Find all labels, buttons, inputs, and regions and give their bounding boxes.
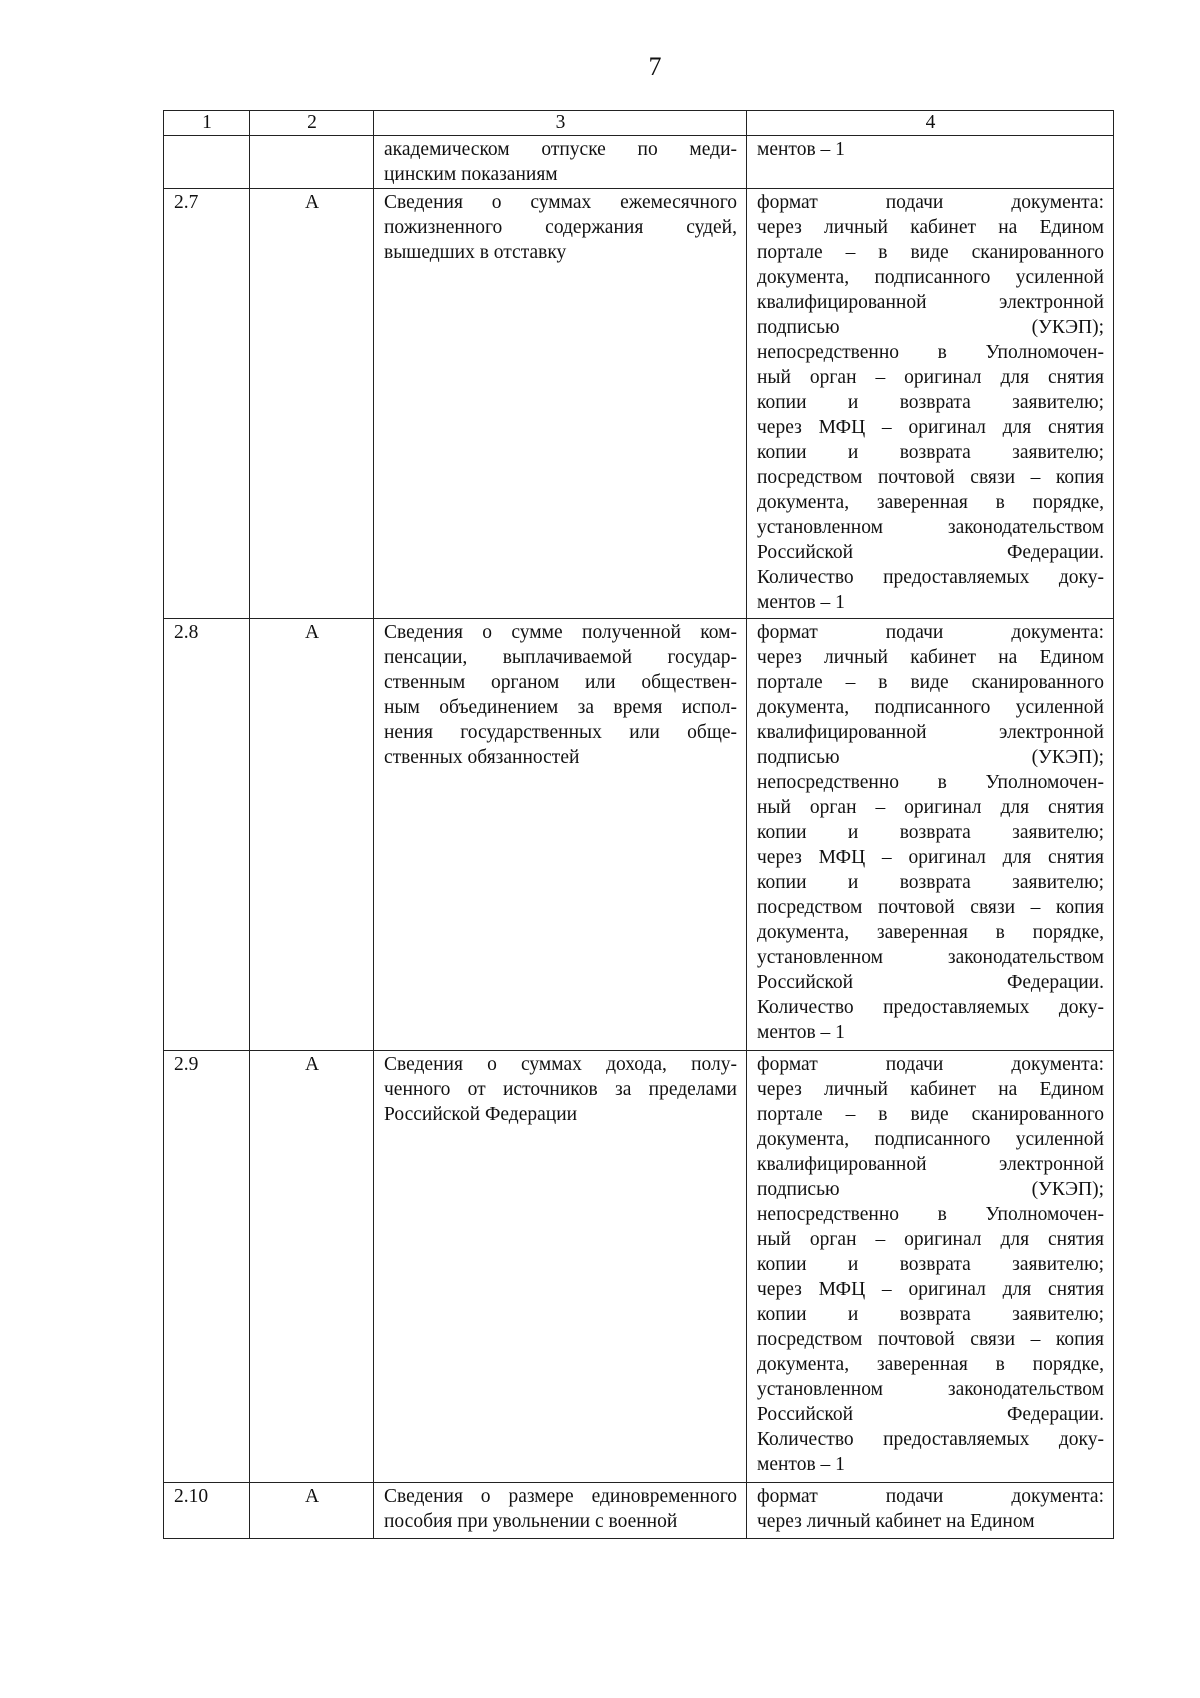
text-line: Количество предоставляемых доку- (757, 567, 1104, 588)
text-line: установленном законодательством (757, 1379, 1104, 1400)
text-line: через МФЦ – оригинал для снятия (757, 1279, 1104, 1300)
header-cell-2: 2 (250, 111, 374, 136)
text-line: копии и возврата заявителю; (757, 872, 1104, 893)
text-line: через личный кабинет на Едином (757, 217, 1104, 238)
text-line: посредством почтовой связи – копия (757, 467, 1104, 488)
table-row (164, 189, 1114, 619)
row-number-cell: 2.7 (164, 189, 250, 619)
text-line: копии и возврата заявителю; (757, 822, 1104, 843)
text-line: нения государственных или обще- (384, 722, 737, 743)
row-category-cell: А (250, 189, 374, 619)
continuation-cat-cell (250, 136, 374, 189)
row-description-cell (374, 1051, 747, 1483)
text-line: непосредственно в Уполномочен- (757, 342, 1104, 363)
header-cell-4: 4 (747, 111, 1114, 136)
text-line: документа, подписанного усиленной (757, 267, 1104, 288)
text-line: через личный кабинет на Едином (757, 1079, 1104, 1100)
text-line: формат подачи документа: (757, 622, 1104, 643)
text-line: ственных обязанностей (384, 747, 580, 768)
text-line: посредством почтовой связи – копия (757, 1329, 1104, 1350)
row-category-cell: А (250, 619, 374, 1051)
continuation-num-cell (164, 136, 250, 189)
text-line: квалифицированной электронной (757, 1154, 1104, 1175)
text-line: ментов – 1 (757, 1454, 845, 1475)
continuation-desc-cell (374, 136, 747, 189)
text-line: ментов – 1 (757, 139, 845, 160)
text-line: копии и возврата заявителю; (757, 1254, 1104, 1275)
text-line: формат подачи документа: (757, 1054, 1104, 1075)
table-header-row (164, 111, 1114, 136)
text-line: квалифицированной электронной (757, 292, 1104, 313)
text-line: документа, заверенная в порядке, (757, 492, 1104, 513)
text-line: Количество предоставляемых доку- (757, 1429, 1104, 1450)
documents-table (163, 110, 1114, 1539)
text-line: копии и возврата заявителю; (757, 442, 1104, 463)
table-row (164, 1483, 1114, 1539)
text-line: Российской Федерации. (757, 1404, 1104, 1425)
text-line: академическом отпуске по меди- (384, 139, 737, 160)
continuation-row (164, 136, 1114, 189)
text-line: установленном законодательством (757, 517, 1104, 538)
row-number-cell: 2.8 (164, 619, 250, 1051)
text-line: ным объединением за время испол- (384, 697, 737, 718)
text-line: непосредственно в Уполномочен- (757, 772, 1104, 793)
text-line: пожизненного содержания судей, (384, 217, 737, 238)
row-description-cell (374, 189, 747, 619)
text-line: через личный кабинет на Едином (757, 1511, 1035, 1532)
row-description-cell (374, 619, 747, 1051)
text-line: посредством почтовой связи – копия (757, 897, 1104, 918)
text-line: вышедших в отставку (384, 242, 567, 263)
text-line: цинским показаниям (384, 164, 558, 185)
row-number-cell: 2.9 (164, 1051, 250, 1483)
continuation-req-cell (747, 136, 1114, 189)
page-number: 7 (648, 52, 662, 81)
row-requirements-cell (747, 1051, 1114, 1483)
row-requirements-cell (747, 189, 1114, 619)
header-cell-3: 3 (374, 111, 747, 136)
text-line: формат подачи документа: (757, 1486, 1104, 1507)
text-line: Российской Федерации. (757, 542, 1104, 563)
text-line: документа, заверенная в порядке, (757, 1354, 1104, 1375)
text-line: установленном законодательством (757, 947, 1104, 968)
text-line: копии и возврата заявителю; (757, 1304, 1104, 1325)
row-description-cell (374, 1483, 747, 1539)
text-line: портале – в виде сканированного (757, 242, 1104, 263)
text-line: Сведения о суммах ежемесячного (384, 192, 737, 213)
text-line: квалифицированной электронной (757, 722, 1104, 743)
text-line: Сведения о сумме полученной ком- (384, 622, 737, 643)
header-cell-1: 1 (164, 111, 250, 136)
text-line: Количество предоставляемых доку- (757, 997, 1104, 1018)
text-line: ный орган – оригинал для снятия (757, 797, 1104, 818)
text-line: Российской Федерации. (757, 972, 1104, 993)
text-line: ный орган – оригинал для снятия (757, 367, 1104, 388)
text-line: пенсации, выплачиваемой государ- (384, 647, 737, 668)
text-line: формат подачи документа: (757, 192, 1104, 213)
text-line: ментов – 1 (757, 1022, 845, 1043)
text-line: подписью (УКЭП); (757, 317, 1104, 338)
text-line: портале – в виде сканированного (757, 1104, 1104, 1125)
text-line: Российской Федерации (384, 1104, 578, 1125)
text-line: документа, заверенная в порядке, (757, 922, 1104, 943)
text-line: портале – в виде сканированного (757, 672, 1104, 693)
text-line: документа, подписанного усиленной (757, 1129, 1104, 1150)
row-number-cell: 2.10 (164, 1483, 250, 1539)
row-category-cell: А (250, 1483, 374, 1539)
text-line: ментов – 1 (757, 592, 845, 613)
table-row (164, 1051, 1114, 1483)
text-line: ный орган – оригинал для снятия (757, 1229, 1104, 1250)
text-line: ственным органом или обществен- (384, 672, 737, 693)
text-line: пособия при увольнении с военной (384, 1511, 678, 1532)
row-category-cell: А (250, 1051, 374, 1483)
table-row (164, 619, 1114, 1051)
row-requirements-cell (747, 1483, 1114, 1539)
text-line: подписью (УКЭП); (757, 747, 1104, 768)
row-requirements-cell (747, 619, 1114, 1051)
text-line: Сведения о суммах дохода, полу- (384, 1054, 737, 1075)
text-line: через МФЦ – оригинал для снятия (757, 417, 1104, 438)
text-line: документа, подписанного усиленной (757, 697, 1104, 718)
text-line: ченного от источников за пределами (384, 1079, 737, 1100)
text-line: подписью (УКЭП); (757, 1179, 1104, 1200)
text-line: копии и возврата заявителю; (757, 392, 1104, 413)
text-line: через МФЦ – оригинал для снятия (757, 847, 1104, 868)
text-line: Сведения о размере единовременного (384, 1486, 737, 1507)
text-line: непосредственно в Уполномочен- (757, 1204, 1104, 1225)
text-line: через личный кабинет на Едином (757, 647, 1104, 668)
